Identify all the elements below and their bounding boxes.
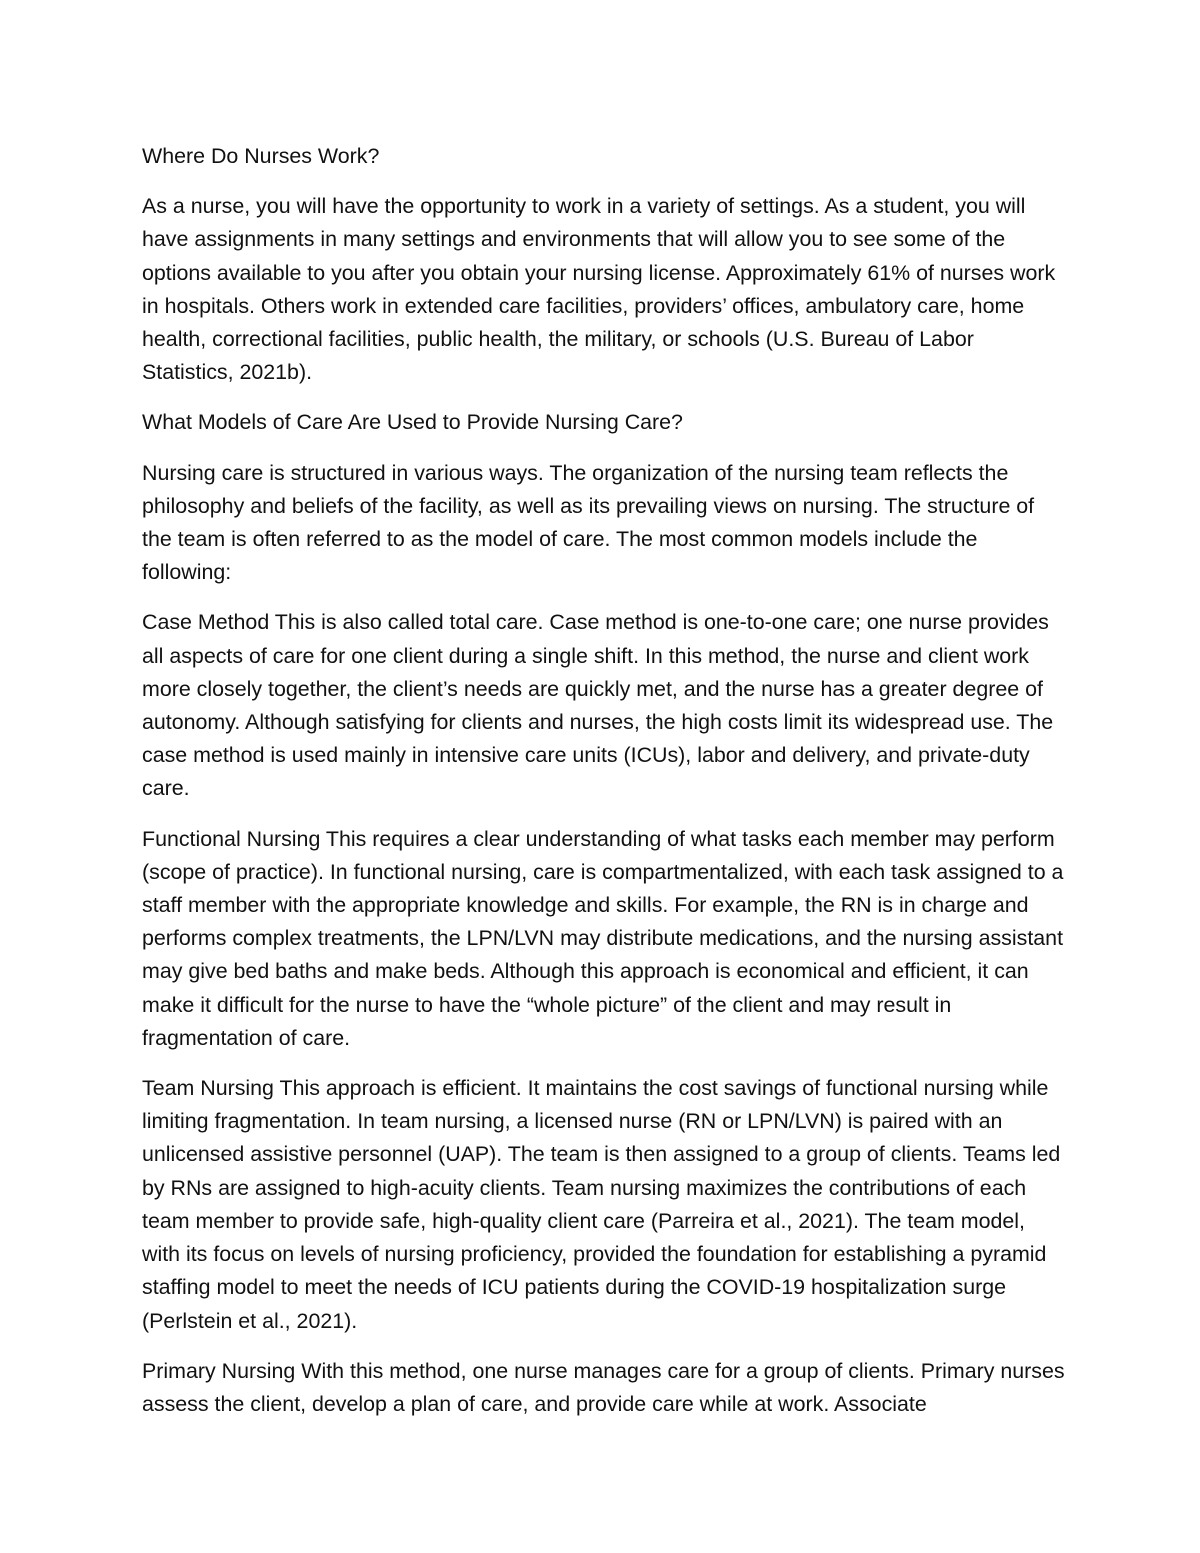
paragraph-case-method [142, 606, 1067, 805]
heading-models-of-care: What Models of Care Are Used to Provide Nursing Care? [142, 410, 683, 435]
functional-nursing-label: Functional Nursing [142, 826, 321, 851]
document-body [142, 140, 1067, 1438]
paragraph-where-nurses-work: As a nurse, you will have the opportunity to work in a variety of settings. As a student, you will have assignments in many settings and environments that will allow you to see some of the options available to you after you obtain your nursing license. Approximately 61% of nurses work in hospitals. Others work in extended care facilities, providers’ offices, ambulatory care, home health, correctional facilities, public health, the military, or schools (U.S. Bureau of Labor Statistics, 2021b). [142, 194, 1056, 385]
heading-where-do-nurses-work: Where Do Nurses Work? [142, 144, 380, 168]
case-method-text: This is also called total care. Case method is one-to-one care; one nurse provides all aspects of care for one client during a single shift. In this method, the nurse and client work more closely together, the client’s needs are quickly met, and the nurse has a greater degree of autonomy. Although satisfying for clients and nurses, the high costs limit its widespread use. The case method is used mainly in intensive care units (ICUs), labor and delivery, and private-duty care. [142, 610, 1054, 801]
case-method-label: Case Method [142, 610, 270, 635]
team-nursing-text: This approach is efficient. It maintains the cost savings of functional nursing while limiting fragmentation. In team nursing, a licensed nurse (RN or LPN/LVN) is paired with an unlicensed assistive personnel (UAP). The team is then assigned to a group of clients. Teams led by RNs are assigned to high-acuity clients. Team nursing maximizes the contributions of each team member to provide safe, high-quality client care (Parreira et al., 2021). The team model, with its focus on levels of nursing proficiency, provided the foundation for establishing a pyramid staffing model to meet the needs of ICU patients during the COVID-19 hospitalization surge (Perlstein et al., 2021). [142, 1076, 1061, 1333]
primary-nursing-label: Primary Nursing [142, 1358, 296, 1383]
paragraph-team-nursing [142, 1072, 1067, 1338]
paragraph-primary-nursing [142, 1355, 1067, 1421]
paragraph-functional-nursing [142, 823, 1067, 1055]
primary-nursing-text: With this method, one nurse manages care for a group of clients. Primary nurses assess the client, develop a plan of care, and provide care while at work. Associate [142, 1358, 1065, 1416]
functional-nursing-text: This requires a clear understanding of what tasks each member may perform (scope of practice). In functional nursing, care is compartmentalized, with each task assigned to a staff member with the appropriate knowledge and skills. For example, the RN is in charge and performs complex treatments, the LPN/LVN may distribute medications, and the nursing assistant may give bed baths and make beds. Although this approach is economical and efficient, it can make it difficult for the nurse to have the “whole picture” of the client and may result in fragmentation of care. [142, 826, 1064, 1050]
paragraph-models-of-care: Nursing care is structured in various ways. The organization of the nursing team reflects the philosophy and beliefs of the facility, as well as its prevailing views on nursing. The structure of the team is often referred to as the model of care. The most common models include the following: [142, 460, 1035, 585]
team-nursing-label: Team Nursing [142, 1076, 274, 1101]
